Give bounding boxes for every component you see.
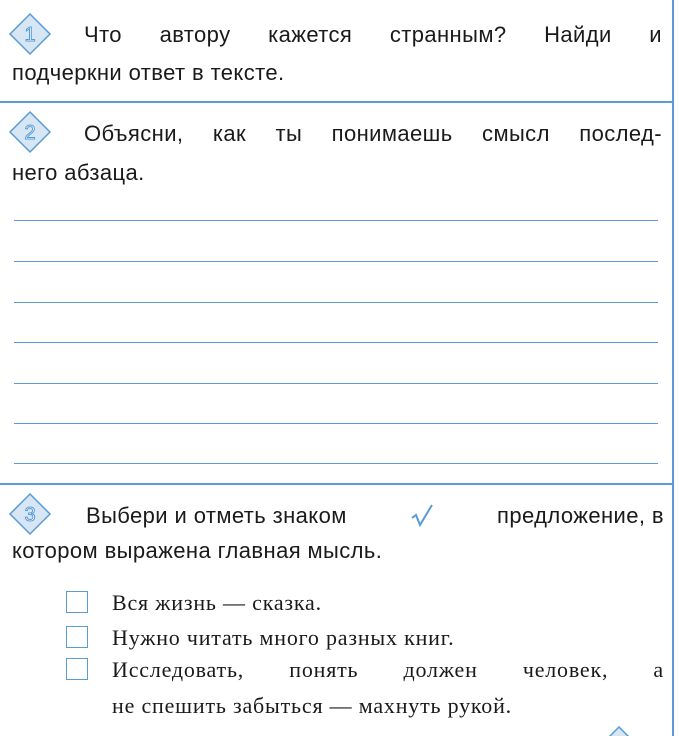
task1-number: 1 xyxy=(24,24,36,46)
answer-line[interactable] xyxy=(14,220,658,221)
section-divider xyxy=(0,483,672,485)
answer-line[interactable] xyxy=(14,261,658,262)
option-text: Нужно читать много разных книг. xyxy=(112,625,455,650)
option-text: Вся жизнь — сказка. xyxy=(112,590,322,615)
task2-text-line1: Объясни, как ты понимаешь смысл послед- xyxy=(84,121,662,146)
answer-line[interactable] xyxy=(14,383,658,384)
option-text-line2: не спешить забыться — махнуть рукой. xyxy=(112,693,512,718)
answer-line[interactable] xyxy=(14,302,658,303)
task3-line1-before: Выбери и отметь знаком xyxy=(86,503,347,528)
next-task-badge-icon xyxy=(604,726,634,736)
answer-line[interactable] xyxy=(14,463,658,464)
task3-text-line2: котором выражена главная мысль. xyxy=(12,538,383,563)
task3-number: 3 xyxy=(24,504,36,526)
task-number-badge-icon xyxy=(8,12,52,56)
section-divider xyxy=(0,101,672,103)
answer-option xyxy=(66,652,666,722)
task1-text-line1: Что автору кажется странным? Найди и xyxy=(84,22,662,47)
page-edge-rule xyxy=(672,0,674,736)
option-checkbox[interactable] xyxy=(66,658,88,680)
task2-text-line2: него абзаца. xyxy=(12,160,145,185)
task-number-badge-icon xyxy=(8,110,52,154)
answer-option xyxy=(66,620,666,655)
task1-text-line2: подчеркни ответ в тексте. xyxy=(12,60,285,85)
option-text-line1: Исследовать, понять должен человек, а xyxy=(112,657,664,682)
answer-option xyxy=(66,585,666,620)
task3-text-line1 xyxy=(86,498,664,533)
task3-line1-after: предложение, в xyxy=(497,503,664,528)
answer-line[interactable] xyxy=(14,423,658,424)
answer-line[interactable] xyxy=(14,342,658,343)
option-checkbox[interactable] xyxy=(66,591,88,613)
task2-number: 2 xyxy=(24,122,36,144)
check-mark-icon xyxy=(410,503,434,529)
task-number-badge-icon xyxy=(8,492,52,536)
option-checkbox[interactable] xyxy=(66,626,88,648)
